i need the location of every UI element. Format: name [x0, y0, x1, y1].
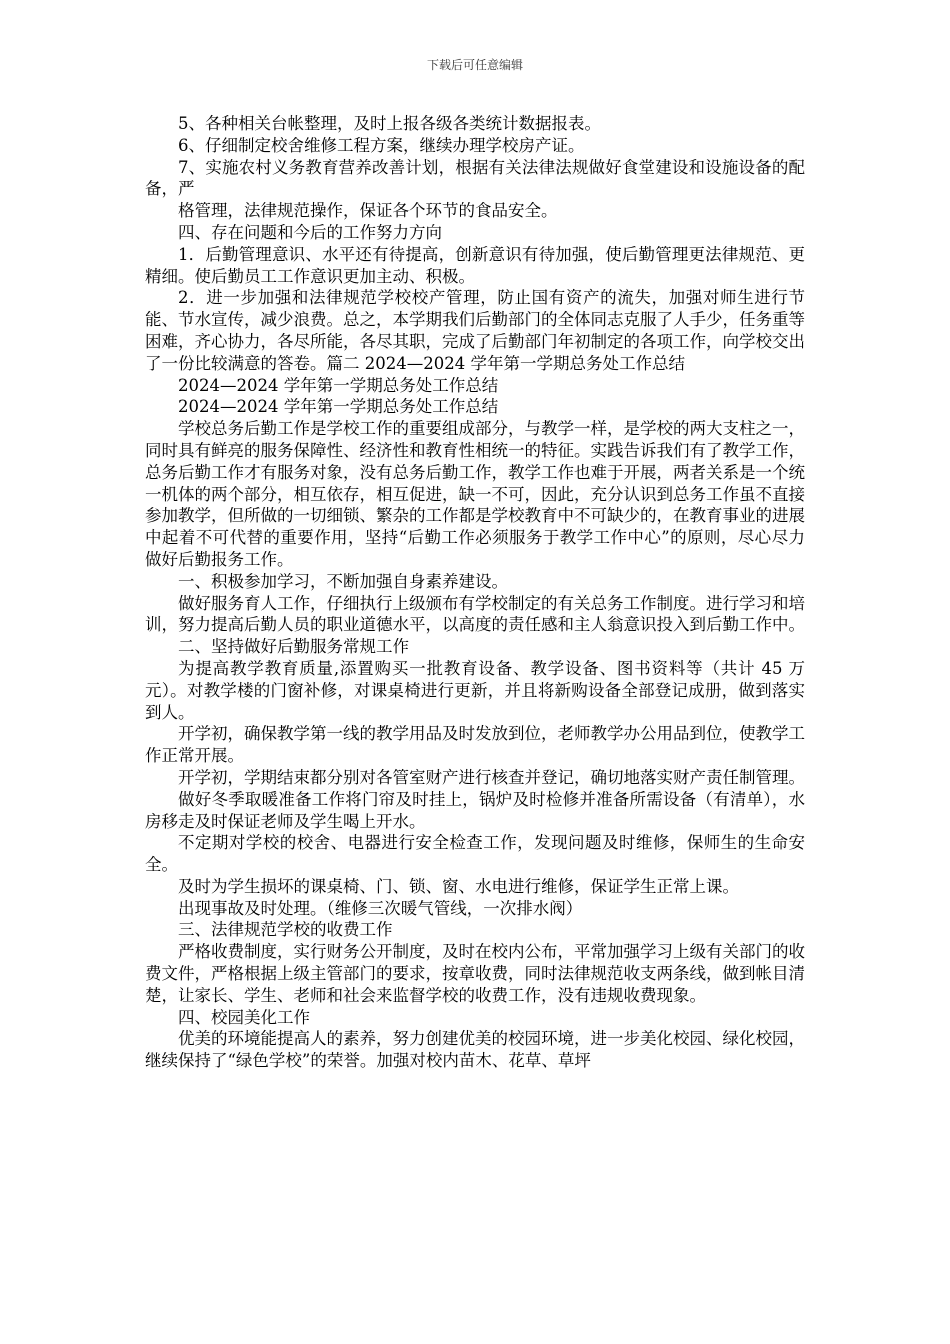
paragraph: 严格收费制度，实行财务公开制度，及时在校内公布，平常加强学习上级有关部门的收费文件，严格根据上级主管部门的要求，按章收费，同时法律规范收支两条线，做到帐目清楚，让家长、学生、老师和社会来监督学校的收费工作，没有违规收费现象。	[145, 942, 805, 1005]
section-heading: 二、坚持做好后勤服务常规工作	[178, 637, 409, 657]
section-heading: 一、积极参加学习，不断加强自身素养建设。	[178, 571, 508, 591]
paragraph: 2．进一步加强和法律规范学校校产管理，防止国有资产的流失，加强对师生进行节能、节水宣传，减少浪费。总之，本学期我们后勤部门的全体同志克服了人手少，任务重等困难，齐心协力，各尽所能，各尽其职，完成了后勤部门年初制定的各项工作，向学校交出了一份比较满意的答卷。篇二 2024—2024 学年第一学期总务处工作总结	[145, 288, 805, 373]
paragraph: 做好服务育人工作，仔细执行上级颁布有学校制定的有关总务工作制度。进行学习和培训，努力提高后勤人员的职业道德水平，以高度的责任感和主人翁意识投入到后勤工作中。	[145, 593, 805, 635]
paragraph: 出现事故及时处理。（维修三次暖气管线，一次排水阀）	[178, 898, 583, 918]
paragraph: 7、实施农村义务教育营养改善计划，根据有关法律法规做好食堂建设和设施设备的配备，严	[145, 157, 805, 199]
document-title: 2024—2024 学年第一学期总务处工作总结	[178, 375, 499, 395]
paragraph: 5、各种相关台帐整理，及时上报各级各类统计数据报表。	[178, 114, 601, 133]
paragraph: 1．后勤管理意识、水平还有待提高，创新意识有待加强，使后勤管理更法律规范、更精细。使后勤员工工作意识更加主动、积极。	[145, 244, 805, 286]
document-body	[145, 113, 805, 1072]
paragraph: 及时为学生损坏的课桌椅、门、锁、窗、水电进行维修，保证学生正常上课。	[178, 876, 739, 896]
paragraph: 做好冬季取暖准备工作将门帘及时挂上，锅炉及时检修并准备所需设备（有清单），水房移走及时保证老师及学生喝上开水。	[145, 789, 805, 831]
section-heading: 四、校园美化工作	[178, 1007, 310, 1027]
document-title: 2024—2024 学年第一学期总务处工作总结	[178, 397, 499, 417]
paragraph: 开学初，确保教学第一线的教学用品及时发放到位，老师教学办公用品到位，使教学工作正常开展。	[145, 724, 805, 766]
page-header: 下载后可任意编辑	[426, 58, 523, 72]
paragraph: 学校总务后勤工作是学校工作的重要组成部分，与教学一样，是学校的两大支柱之一，同时具有鲜亮的服务保障性、经济性和教育性相统一的特征。实践告诉我们有了教学工作，总务后勤工作才有服务对象，没有总务后勤工作，教学工作也难于开展，两者关系是一个统一机体的两个部分，相互依存，相互促进，缺一不可，因此，充分认识到总务工作虽不直接参加教学，但所做的一切细锁、繁杂的工作都是学校教育中不可缺少的，在教育事业的进展中起着不可代替的重要作用，坚持“后勤工作必须服务于教学工作中心”的原则，尽心尽力做好后勤报务工作。	[145, 419, 805, 569]
paragraph: 开学初，学期结束都分别对各管室财产进行核查并登记，确切地落实财产责任制管理。	[178, 767, 805, 787]
section-heading: 四、存在问题和今后的工作努力方向	[178, 222, 442, 242]
paragraph: 6、仔细制定校舍维修工程方案，继续办理学校房产证。	[178, 135, 585, 155]
paragraph: 不定期对学校的校舍、电器进行安全检查工作，发现问题及时维修，保师生的生命安全。	[145, 833, 805, 875]
paragraph: 为提高教学教育质量,添置购买一批教育设备、教学设备、图书资料等（共计 45 万元）。对教学楼的门窗补修，对课桌椅进行更新，并且将新购设备全部登记成册，做到落实到人。	[145, 658, 805, 722]
section-heading: 三、法律规范学校的收费工作	[178, 920, 393, 940]
paragraph: 优美的环境能提高人的素养，努力创建优美的校园环境，进一步美化校园、绿化校园，继续保持了“绿色学校”的荣誉。加强对校内苗木、花草、草坪	[145, 1029, 805, 1071]
paragraph: 格管理，法律规范操作，保证各个环节的食品安全。	[178, 201, 558, 221]
